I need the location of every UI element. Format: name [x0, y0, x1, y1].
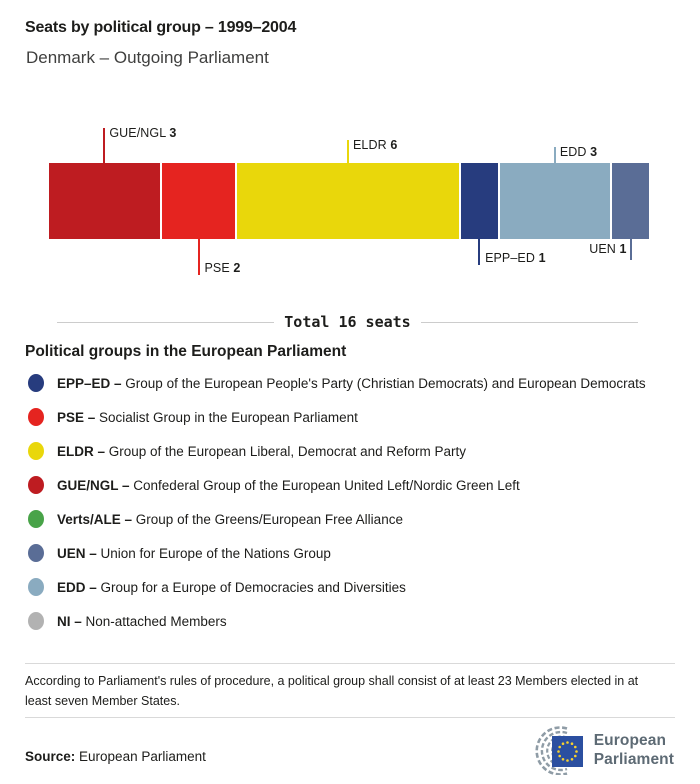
legend-row-gue-ngl: [0, 468, 700, 502]
legend-row-edd: [0, 570, 700, 604]
bar-segment-edd[interactable]: [500, 163, 611, 239]
legend-label: PSE – Socialist Group in the European Parliament: [57, 409, 358, 425]
legend-label: EPP–ED – Group of the European People's Party (Christian Democrats) and European Democrats: [57, 375, 646, 391]
legend-row-eldr: [0, 434, 700, 468]
legend-label: ELDR – Group of the European Liberal, Democrat and Reform Party: [57, 443, 466, 459]
page-subtitle: Denmark – Outgoing Parliament: [26, 48, 269, 67]
logo-wordmark: [594, 731, 674, 769]
legend-label: EDD – Group for a Europe of Democracies and Diversities: [57, 579, 406, 595]
european-parliament-logo: [515, 725, 674, 775]
leader-line-epp-ed: [478, 239, 480, 265]
page-title: Seats by political group – 1999–2004: [25, 19, 297, 36]
leader-line-edd: [554, 147, 556, 163]
bar-segment-gue-ngl[interactable]: [49, 163, 160, 239]
leader-line-pse: [198, 239, 200, 275]
legend-row-epp-ed: [0, 366, 700, 400]
bar-segment-epp-ed[interactable]: [461, 163, 498, 239]
legend-row-ni: [0, 604, 700, 638]
bar-label-gue-ngl: GUE/NGL 3: [109, 126, 177, 140]
bar-label-eldr: ELDR 6: [353, 138, 398, 152]
legend-heading: Political groups in the European Parliament: [25, 343, 347, 360]
bar-segment-pse[interactable]: [162, 163, 236, 239]
legend-dot-icon: [28, 578, 44, 596]
eu-flag: [552, 736, 583, 767]
legend-row-uen: [0, 536, 700, 570]
total-seats-label: Total 16 seats: [284, 313, 411, 331]
legend-label: UEN – Union for Europe of the Nations Group: [57, 545, 331, 561]
leader-line-uen: [630, 239, 632, 260]
stacked-bar: [49, 163, 649, 239]
source-line: [25, 749, 206, 764]
divider-line-right: [421, 322, 638, 323]
legend-dot-icon: [28, 476, 44, 494]
footer-divider-top: [25, 663, 675, 664]
footnote: According to Parliament's rules of procedure, a political group shall consist of at least 23 Members elected in at least seven Member States.: [25, 674, 639, 708]
divider-line-left: [57, 322, 274, 323]
bar-label-edd: EDD 3: [559, 145, 598, 159]
legend-row-pse: [0, 400, 700, 434]
leader-line-eldr: [347, 140, 349, 163]
leader-line-gue-ngl: [103, 128, 105, 163]
source-label: Source:: [25, 749, 76, 764]
legend-dot-icon: [28, 442, 44, 460]
bar-segment-eldr[interactable]: [237, 163, 458, 239]
legend-dot-icon: [28, 510, 44, 528]
legend-dot-icon: [28, 374, 44, 392]
legend-dot-icon: [28, 408, 44, 426]
footer-divider-bottom: [25, 717, 675, 718]
legend-label: Verts/ALE – Group of the Greens/European Free Alliance: [57, 511, 403, 527]
legend-label: GUE/NGL – Confederal Group of the European United Left/Nordic Green Left: [57, 477, 520, 493]
legend-list: [0, 366, 700, 638]
hemicycle-eu-flag-icon: [515, 725, 587, 775]
logo-word-parliament: Parliament: [593, 751, 674, 768]
legend-label: NI – Non-attached Members: [57, 613, 227, 629]
bar-label-pse: PSE 2: [204, 261, 241, 275]
bar-label-uen: UEN 1: [589, 242, 627, 256]
bar-segment-uen[interactable]: [612, 163, 649, 239]
bar-label-epp-ed: EPP–ED 1: [485, 251, 546, 265]
source-value: European Parliament: [79, 749, 206, 764]
legend-row-verts-ale: [0, 502, 700, 536]
logo-word-european: European: [593, 732, 667, 749]
seats-stacked-bar-chart: [0, 100, 700, 292]
total-seats-divider: [57, 312, 638, 332]
legend-dot-icon: [28, 612, 44, 630]
legend-dot-icon: [28, 544, 44, 562]
